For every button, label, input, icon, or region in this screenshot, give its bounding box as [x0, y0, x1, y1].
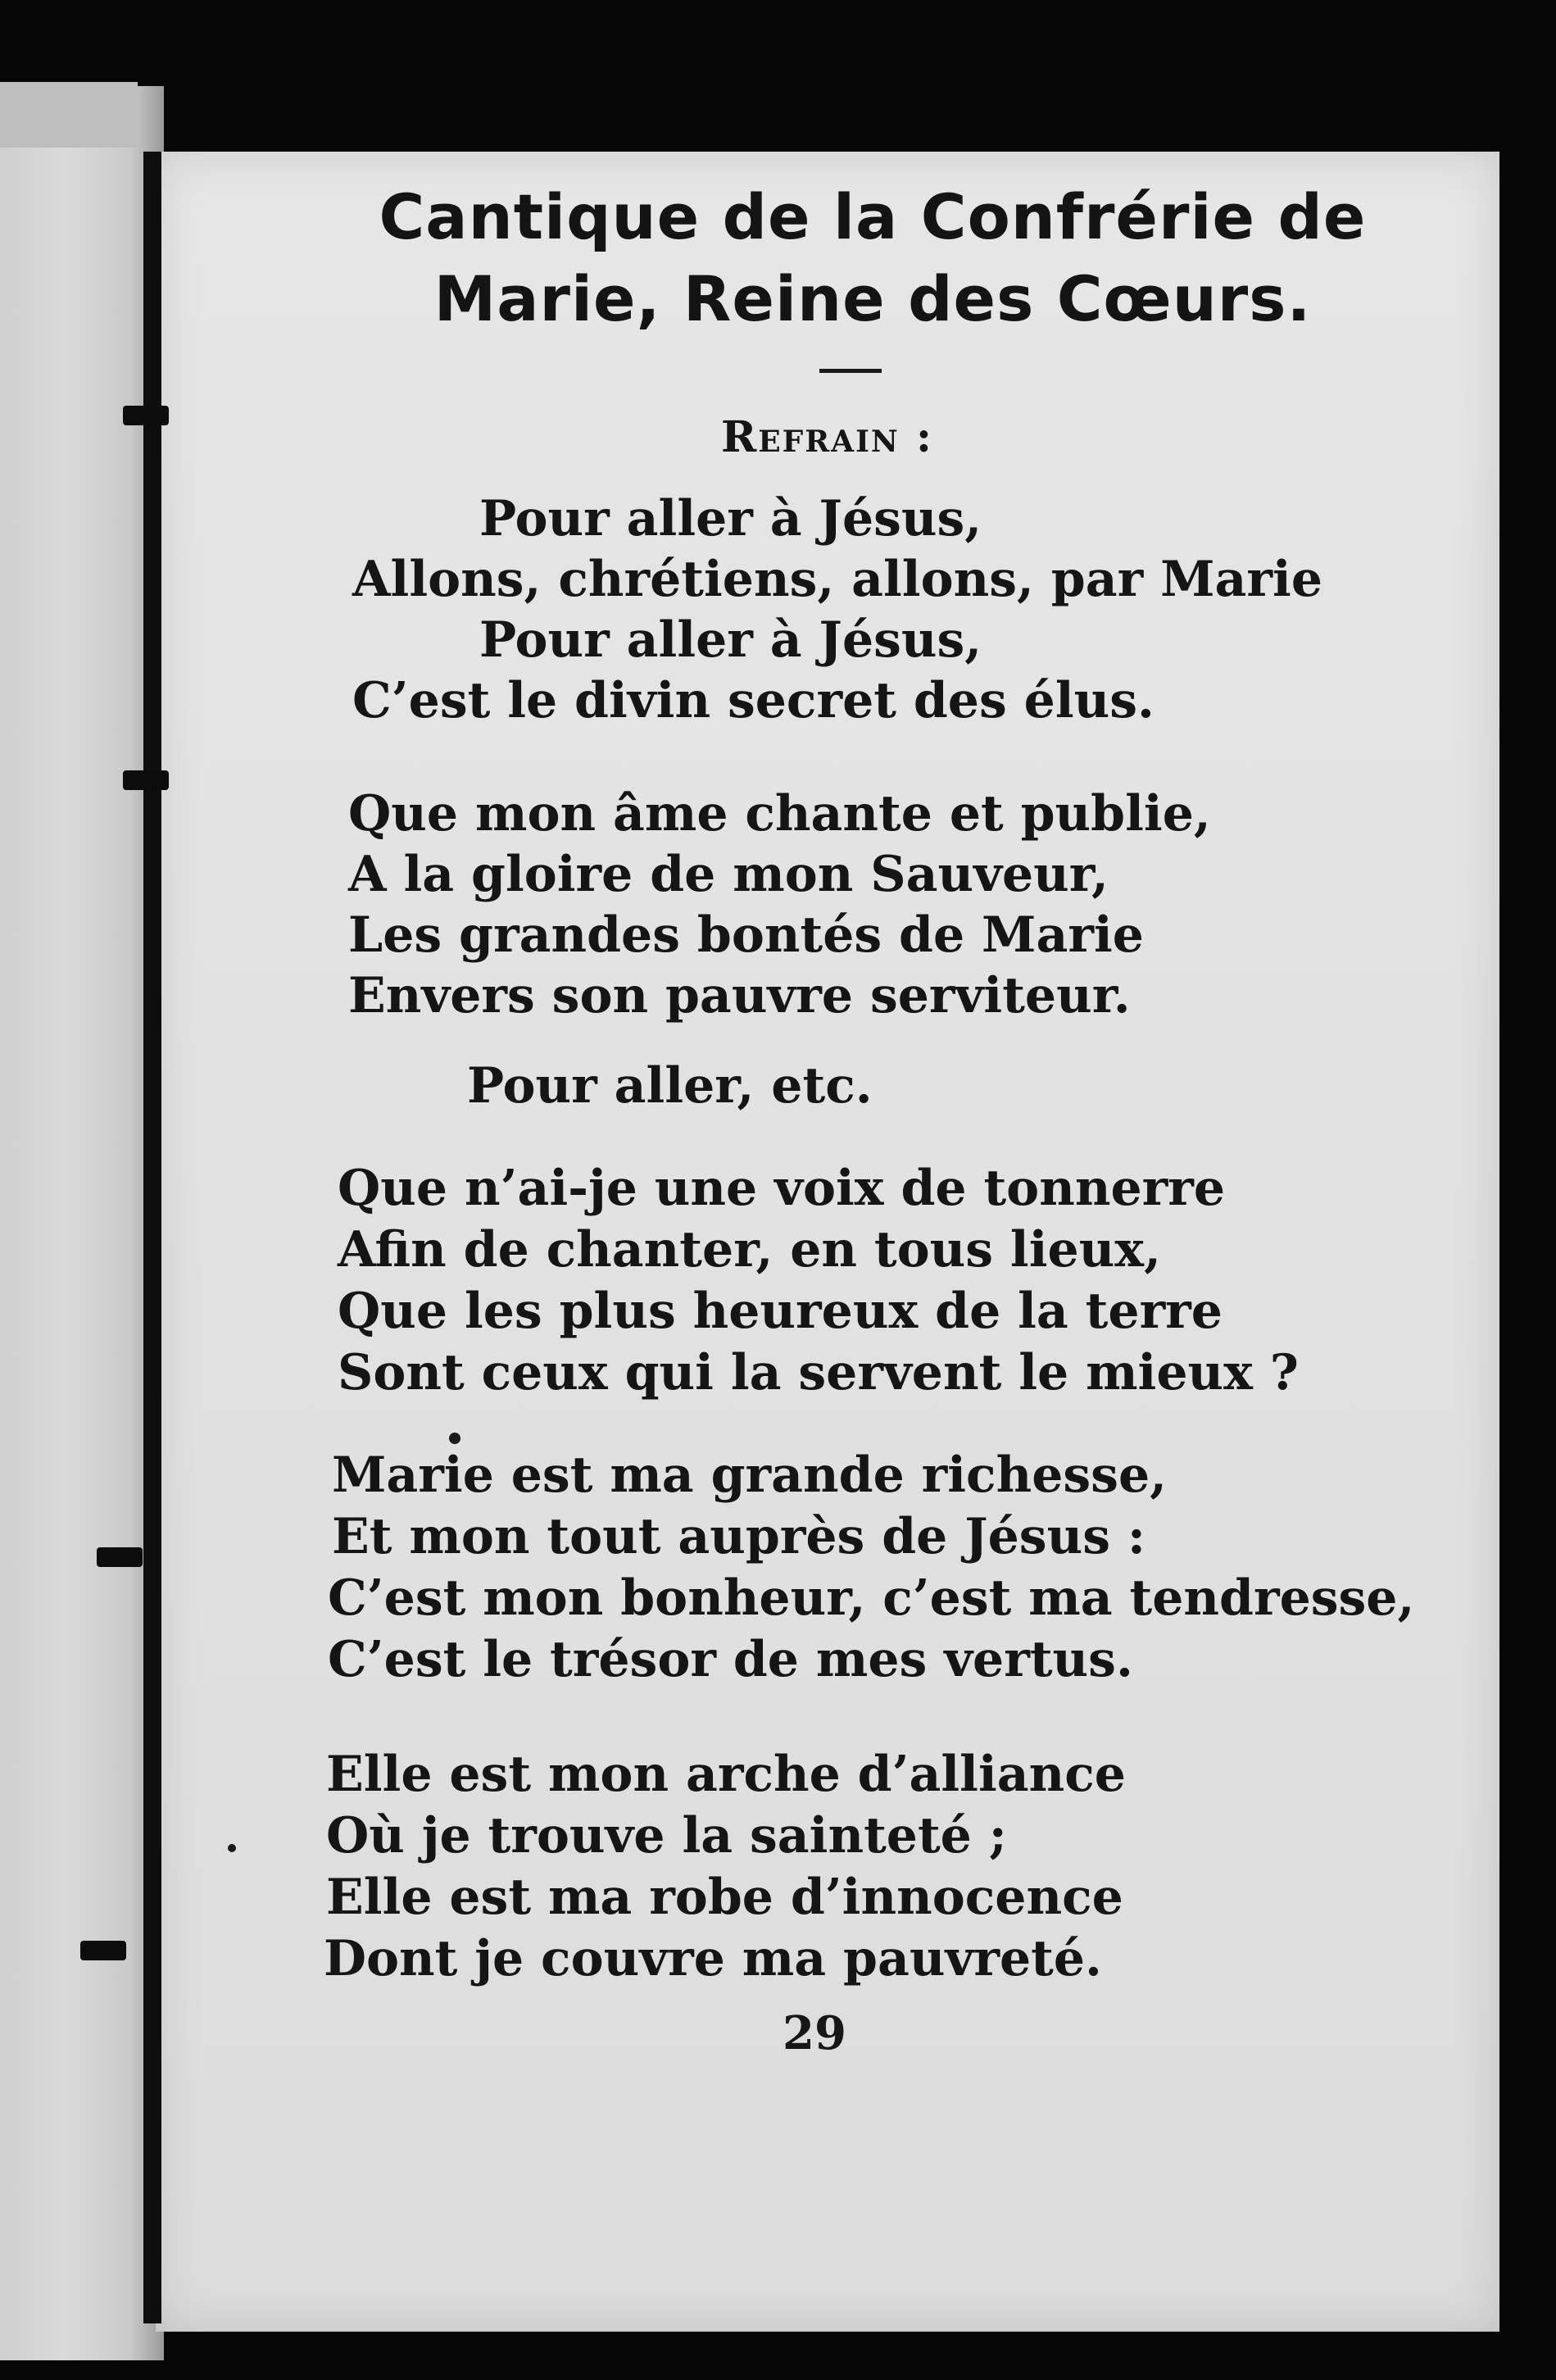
hymn-title-line-1: Cantique de la Confrérie de: [379, 180, 1367, 253]
stanza-3-line-1: Marie est ma grande richesse,: [332, 1447, 1168, 1504]
binding-stitch: [123, 770, 169, 790]
hymn-title: [246, 176, 1499, 340]
refrain-line-2: Allons, chrétiens, allons, par Marie: [352, 551, 1323, 608]
stanza-1-line-4: Envers son pauvre serviteur.: [348, 967, 1131, 1024]
stanza-3-line-3: C’est mon bonheur, c’est ma tendresse,: [328, 1569, 1415, 1627]
refrain-repeat: Pour aller, etc.: [467, 1057, 873, 1115]
refrain-label: Refrain :: [721, 412, 934, 462]
refrain-line-4: C’est le divin secret des élus.: [352, 672, 1155, 729]
binding-thread: [143, 152, 161, 2323]
stanza-2-line-3: Que les plus heureux de la terre: [338, 1283, 1223, 1340]
title-divider: [819, 369, 882, 373]
ink-speck: [449, 1433, 460, 1444]
previous-page-corner: [0, 82, 138, 148]
hymn-title-line-2: Marie, Reine des Cœurs.: [433, 262, 1312, 335]
stanza-1-line-2: A la gloire de mon Sauveur,: [348, 846, 1109, 903]
stanza-4-line-3: Elle est ma robe d’innocence: [326, 1869, 1123, 1926]
stanza-4-line-4: Dont je couvre ma pauvreté.: [324, 1930, 1102, 1987]
page-number: 29: [783, 2006, 846, 2060]
binding-stitch: [80, 1941, 126, 1960]
stanza-2-line-2: Afin de chanter, en tous lieux,: [338, 1221, 1161, 1279]
refrain-line-3: Pour aller à Jésus,: [479, 611, 982, 669]
binding-stitch: [97, 1547, 143, 1567]
stanza-2-line-4: Sont ceux qui la servent le mieux ?: [338, 1344, 1299, 1401]
binding-stitch: [123, 406, 169, 425]
stanza-3-line-4: C’est le trésor de mes vertus.: [328, 1631, 1133, 1688]
previous-page-edge: [0, 86, 164, 2360]
stanza-4-line-1: Elle est mon arche d’alliance: [326, 1746, 1126, 1803]
stanza-4-line-2: Où je trouve la sainteté ;: [326, 1807, 1007, 1864]
stanza-3-line-2: Et mon tout auprès de Jésus :: [332, 1508, 1146, 1565]
stanza-1-line-3: Les grandes bontés de Marie: [348, 906, 1144, 964]
refrain-line-1: Pour aller à Jésus,: [479, 490, 982, 547]
ink-speck: [228, 1844, 236, 1852]
stanza-1-line-1: Que mon âme chante et publie,: [348, 785, 1211, 843]
stanza-2-line-1: Que n’ai-je une voix de tonnerre: [338, 1160, 1226, 1217]
